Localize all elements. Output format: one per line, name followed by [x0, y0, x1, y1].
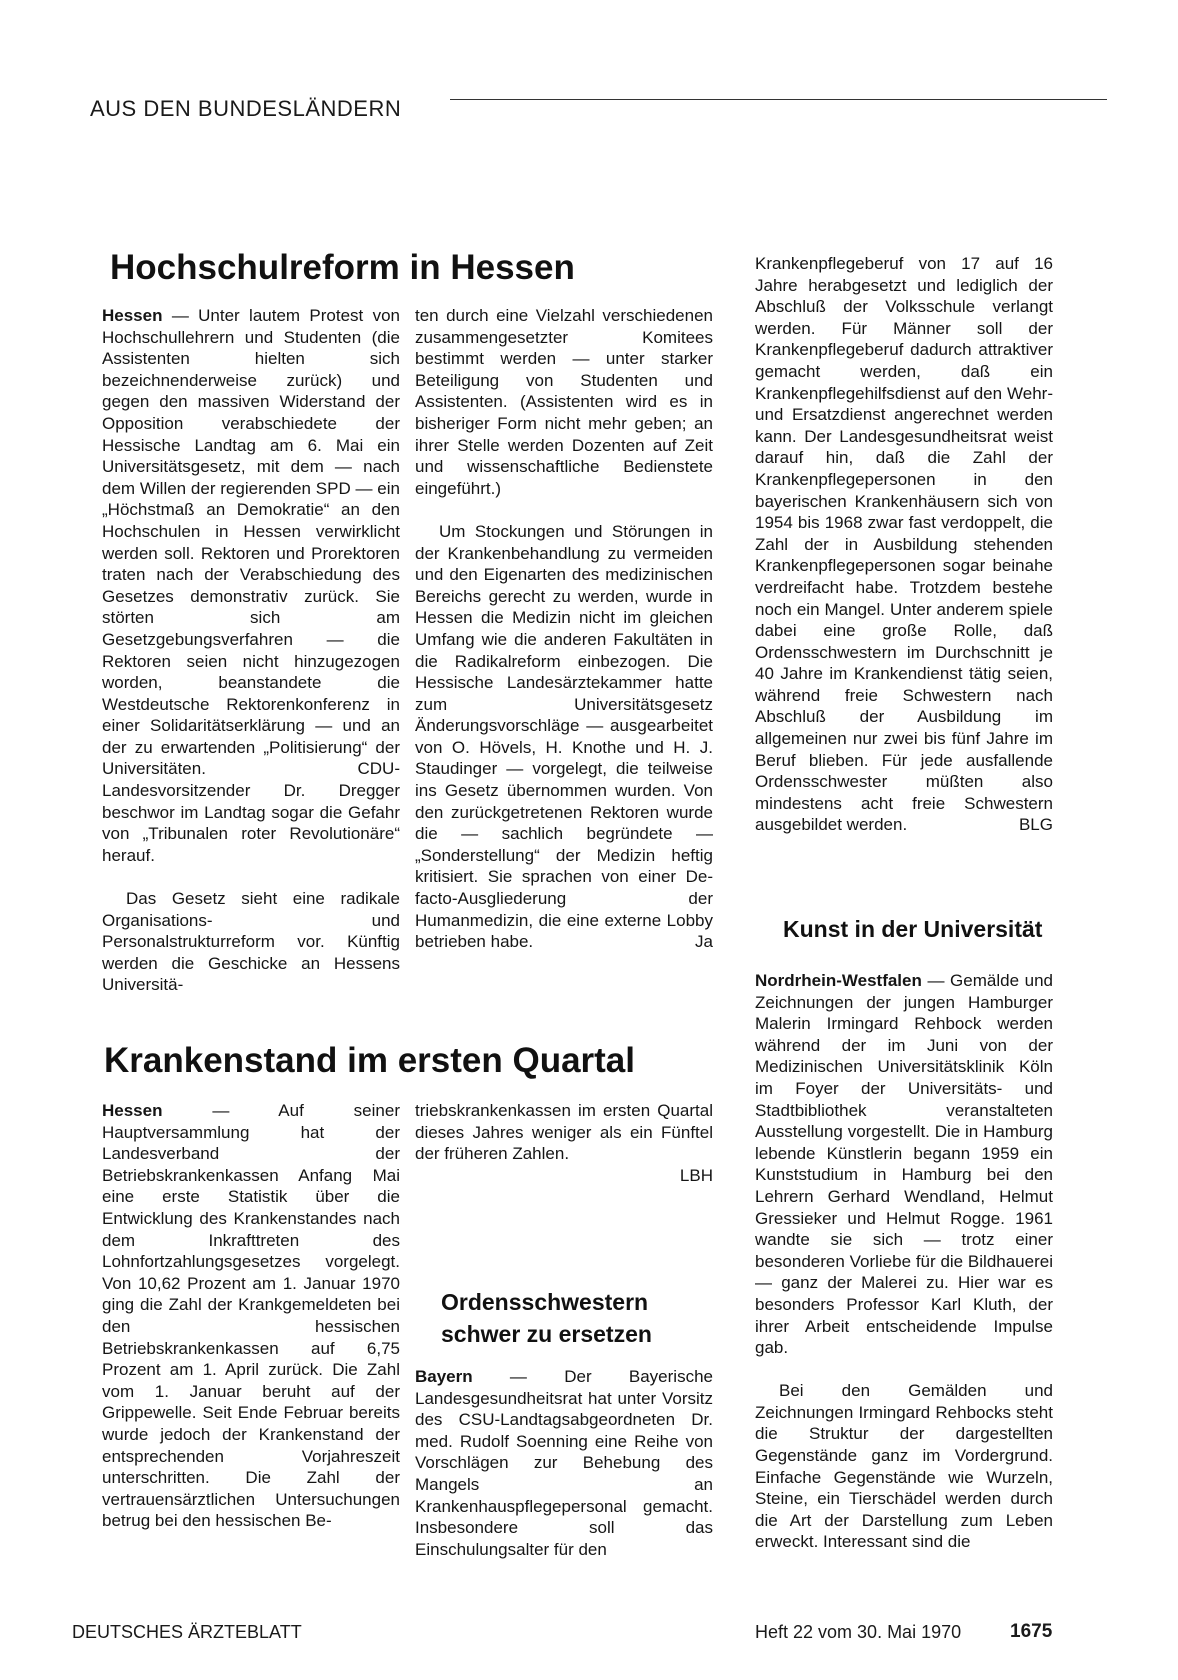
article1-paragraph: [102, 305, 400, 866]
article1-paragraph: ten durch eine Vielzahl verschiedenen zusammengesetzter Komitees bestimmt werden — unter starker Beteiligung von Studenten und Assistenten. (Assistenten wird es in bisheriger Form nicht mehr geben; an ihrer Stelle werden Dozenten auf Zeit und wissenschaftliche Bedienstete eingeführt.): [415, 306, 713, 498]
dateline: Hessen: [102, 1101, 163, 1120]
header-rule: [450, 99, 1107, 100]
article1-paragraph: Das Gesetz sieht eine radikale Organisations- und Personalstrukturreform vor. Künftig werden die Geschicke an Hessens Universitä-: [102, 889, 400, 995]
journal-name: DEUTSCHES ÄRZTEBLATT: [72, 1622, 302, 1642]
article2-column-1: [102, 1100, 400, 1532]
issue-date: Heft 22 vom 30. Mai 1970: [755, 1622, 962, 1642]
article1-paragraph: [415, 521, 713, 953]
article3-column-3: [755, 253, 1053, 836]
page-number: 1675: [1010, 1621, 1053, 1642]
article1-column-2: [415, 305, 713, 953]
article3-column-2: [415, 1366, 713, 1560]
paragraph-text: — Unter lautem Protest von Hochschullehrern und Studenten (die Assistenten hielten sich bezeichnenderweise zurück) und gegen den massiven Widerstand der Opposition verabschiedete der Hessische Landtag am 6. Mai ein Universitätsgesetz, mit dem — nach dem Willen der regierenden SPD — ein „Höchstmaß an Demokratie“ an den Hochschulen in Hessen verwirklicht werden soll. Rektoren und Prorektoren traten nach der Verabschiedung des Gesetzes demonstrativ zurück. Sie störten sich am Gesetzgebungsverfahren — die Rektoren seien nicht hinzugezogen worden, beanstandete die Westdeutsche Rektorenkonferenz in einer Solidaritätserklärung — und an der zu erwartenden „Politisierung“ der Universitäten. CDU-Landesvorsitzender Dr. Dregger beschwor im Landtag sogar die Gefahr von „Tribunalen roter Revolutionäre“ herauf.: [102, 306, 400, 865]
article1-column-1: [102, 305, 400, 996]
title-line: Ordensschwestern: [441, 1289, 649, 1315]
dateline: Hessen: [102, 306, 163, 325]
article-title-krankenstand: Krankenstand im ersten Quartal: [104, 1041, 635, 1080]
article4-paragraph: Bei den Gemälden und Zeichnungen Irmingard Rehbocks steht die Struktur der dargestellten Gegenstände ganz im Vordergrund. Einfache Gegenstände wie Wurzeln, Steine, ein Tierschädel werden durch die Art der Darstellung zum Leben erweckt. Interessant sind die: [755, 1381, 1053, 1552]
article-title-hochschulreform: Hochschulreform in Hessen: [110, 248, 575, 287]
author-signature: LBH: [679, 1165, 713, 1185]
author-signature: BLG: [1018, 815, 1053, 835]
article4-paragraph: [755, 970, 1053, 1359]
section-label: AUS DEN BUNDESLÄNDERN: [90, 96, 402, 121]
article4-column-3: [755, 970, 1053, 1553]
article2-paragraph: triebskrankenkassen im ersten Quartal dieses Jahres weniger als ein Fünftel der früheren Zahlen.: [415, 1101, 713, 1164]
article2-column-2: [415, 1100, 713, 1186]
article2-paragraph: [102, 1100, 400, 1532]
article3-paragraph: [415, 1366, 713, 1560]
paragraph-text: — Auf seiner Hauptversammlung hat der Landesverband der Betriebskrankenkassen Anfang Mai eine erste Statistik über die Entwicklung des Krankenstandes nach dem Inkrafttreten des Lohnfortzahlungsgesetzes vorgelegt. Von 10,62 Prozent am 1. Januar 1970 ging die Zahl der Krankgemeldeten bei den hessischen Betriebskrankenkassen auf 6,75 Prozent am 1. April zurück. Die Zahl vom 1. Januar beruht auf der Grippewelle. Seit Ende Februar bereits wurde jedoch der Krankenstand der entsprechenden Vorjahreszeit unterschritten. Die Zahl der vertrauensärztlichen Untersuchungen betrug bei den hessischen Be-: [102, 1101, 400, 1531]
dateline: Bayern: [415, 1367, 473, 1386]
paragraph-text: Um Stockungen und Störungen in der Krankenbehandlung zu vermeiden und den Eigenarten des medizinischen Bereichs gerecht zu werden, wurde in Hessen die Medizin nicht im gleichen Umfang wie die anderen Fakultäten in die Radikalreform einbezogen. Die Hessische Landesärztekammer hatte zum Universitätsgesetz Änderungsvorschläge — ausgearbeitet von O. Hövels, H. Knothe und H. J. Staudinger — vorgelegt, die teilweise ins Gesetz übernommen wurden. Von den zurückgetretenen Rektoren wurde die — sachlich begründete — „Sonderstellung“ der Medizin heftig kritisiert. Sie sprachen von einer De-facto-Ausgliederung der Humanmedizin, die eine externe Lobby betrieben habe.: [415, 521, 713, 952]
article-title-kunst: Kunst in der Universität: [783, 916, 1043, 942]
author-signature: Ja: [695, 932, 713, 952]
paragraph-text: — Der Bayerische Landesgesundheitsrat hat unter Vorsitz des CSU-Landtagsabgeordneten Dr. med. Rudolf Soenning eine Reihe von Vorschlägen zur Behebung des Mangels an Krankenhauspflegepersonal gemacht. Insbesondere soll das Einschulungsalter für den: [415, 1367, 713, 1559]
article3-paragraph: [755, 253, 1053, 836]
article-title-ordensschwestern: [441, 1286, 652, 1350]
dateline: Nordrhein-Westfalen: [755, 971, 922, 990]
paragraph-text: — Gemälde und Zeichnungen der jungen Hamburger Malerin Irmingard Rehbock werden während der im Juni von der Medizinischen Universitätsklinik Köln im Foyer der Universitäts- und Stadtbibliothek veranstalteten Ausstellung vorgestellt. Die in Hamburg lebende Künstlerin begann 1959 ein Kunststudium in Hamburg bei den Lehrern Gerhard Wendland, Helmut Gressieker und Helmut Rogge. 1961 wandte sie sich — trotz einer besonderen Vorliebe für die Bildhauerei — ganz der Malerei zu. Hier war es besonders Professor Karl Kluth, der ihrer Arbeit entscheidende Impulse gab.: [755, 971, 1053, 1358]
paragraph-text: Krankenpflegeberuf von 17 auf 16 Jahre herabgesetzt und lediglich der Abschluß der Volksschule verlangt werden. Für Männer soll der Krankenpflegeberuf dadurch attraktiver gemacht werden, daß ein Krankenpflegehilfsdienst auf den Wehr- und Ersatzdienst angerechnet werden kann. Der Landesgesundheitsrat weist darauf hin, daß die Zahl der Krankenpflegepersonen in den bayerischen Krankenhäusern sich von 1954 bis 1968 zwar fast verdoppelt, die Zahl der in Ausbildung stehenden Krankenpflegepersonen sogar beinahe verdreifacht habe. Trotzdem bestehe noch ein Mangel. Unter anderem spiele dabei eine große Rolle, daß Ordensschwestern im Durchschnitt je 40 Jahre im Krankendienst tätig seien, während freie Schwestern nach Abschluß der Ausbildung im allgemeinen nur zwei bis fünf Jahre im Beruf blieben. Für jede ausfallende Ordensschwester müßten also mindestens acht freie Schwestern ausgebildet werden.: [755, 254, 1053, 835]
title-line: schwer zu ersetzen: [441, 1321, 652, 1347]
